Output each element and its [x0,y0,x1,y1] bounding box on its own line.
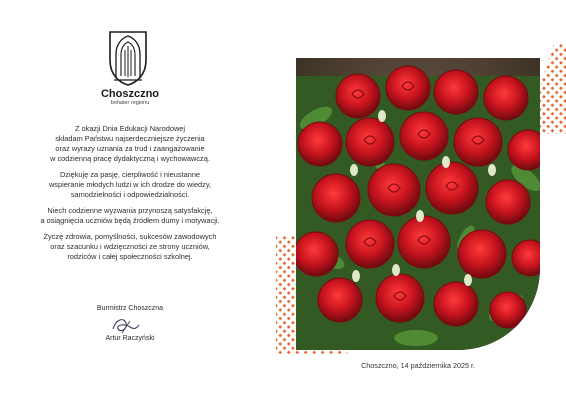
letter-line: Życzę zdrowia, pomyślności, sukcesów zawodowych [43,232,217,241]
letter-line: Dziękuję za pasję, cierpliwość i nieustanne [59,170,201,179]
signature-title: Burmistrz Choszczna [96,305,164,312]
letter-paragraph-3 [30,206,230,226]
letter-paragraph-1 [30,124,230,164]
brand-tagline: bohater regionu [110,100,150,106]
letter-paragraph-2 [30,170,230,200]
handwritten-signature [110,315,142,337]
letter-line: w codzienną pracę dydaktyczną i wychowawczą. [50,154,210,163]
city-crest-icon [106,30,150,86]
letter-line: oraz szacunku i wdzięczności ze strony uczniów, [50,242,210,251]
letter-line: składam Państwu najserdeczniejsze życzenia [55,134,205,143]
rose-bouquet-image [296,58,540,350]
letter-line: samodzielności i odpowiedzialności. [70,190,190,199]
date-line: Choszczno, 14 października 2025 r. [361,361,475,370]
letter-line: oraz wyrazy uznania za trud i zaangażowanie [55,144,205,153]
letter-line: a osiągnięcia uczniów będą źródłem dumy i motywacji. [40,216,220,225]
signature-name: Artur Raczyński [105,335,155,342]
letter-body [30,124,230,268]
letter-line: Niech codzienne wyzwania przynoszą satysfakcję, [47,206,213,215]
brand-name: Choszczno [100,88,160,100]
letter-line: wspieranie młodych ludzi w ich drodze do wiedzy, [48,180,212,189]
letter-paragraph-4 [30,232,230,262]
letter-line: Z okazji Dnia Edukacji Narodowej [74,124,186,133]
letter-line: rodziców i całej społeczności szkolnej. [67,252,193,261]
